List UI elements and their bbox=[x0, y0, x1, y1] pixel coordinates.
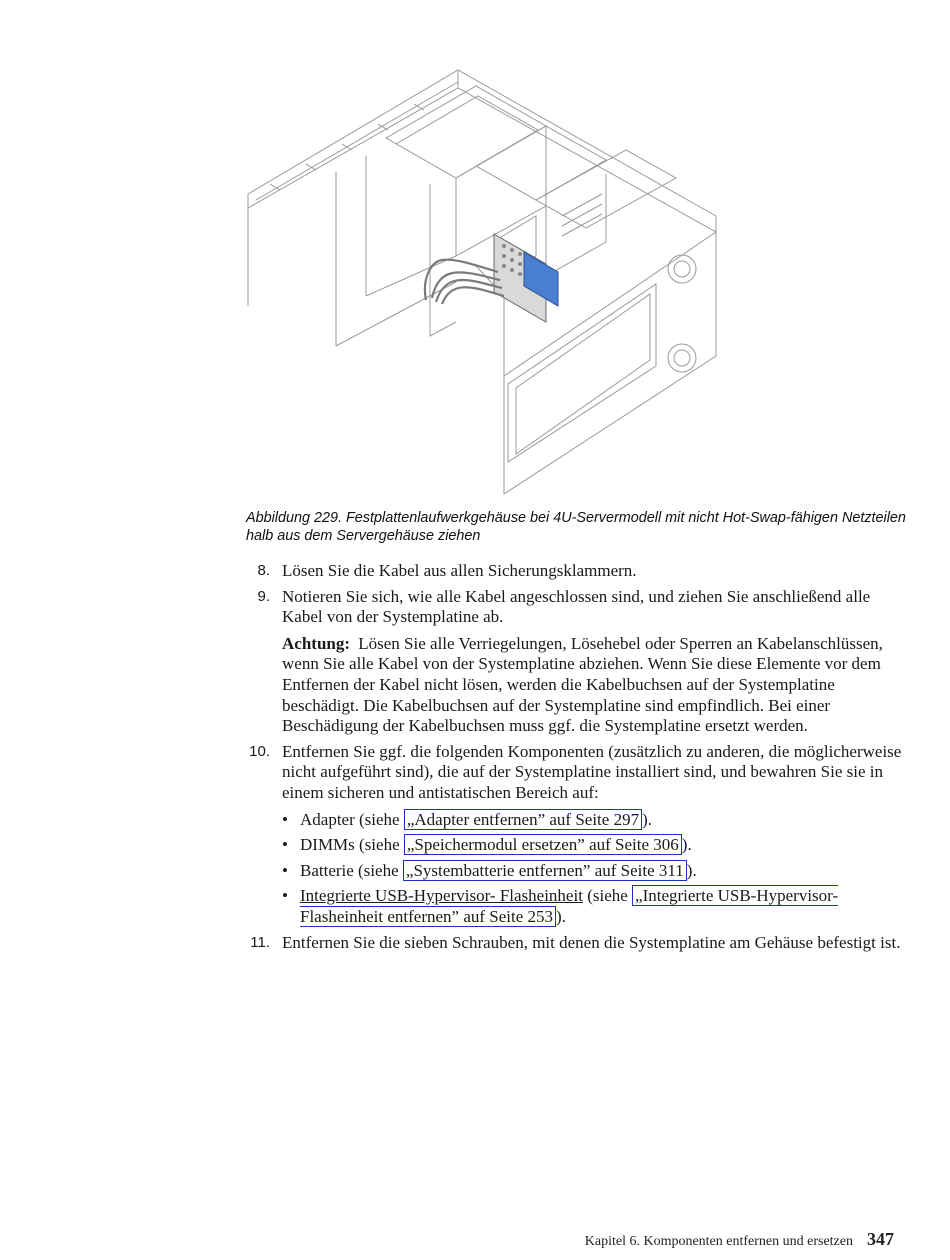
attention-text: Lösen Sie alle Verriegelungen, Lösehebel oder Sperren an Kabelanschlüssen, wenn Sie alle Kabel von der Systemplatine abziehen. Wenn Sie diese Elemente vor dem Entfernen der Kabel nicht lösen, werden die Kabelbuchsen auf der Systemplatine beschädigt. Die Kabelbuchsen auf der Systemplatine sind empfindlich. Bei einer Beschädigung der Kabelbuchsen muss ggf. die Systemplatine ersetzt werden. bbox=[282, 633, 883, 736]
item-text: (siehe bbox=[582, 886, 633, 906]
step-10 bbox=[246, 742, 906, 928]
server-chassis-drive-cage-illustration bbox=[246, 66, 724, 498]
step-text: Notieren Sie sich, wie alle Kabel angeschlossen sind, und ziehen Sie anschließend alle Kabel von der Systemplatine ab. bbox=[282, 586, 871, 627]
step-text: Lösen Sie die Kabel aus allen Sicherungsklammern. bbox=[282, 561, 637, 580]
attention-label: Achtung: bbox=[282, 633, 351, 653]
step-number: 11. bbox=[250, 933, 270, 951]
bullet: • bbox=[282, 860, 288, 880]
step-9 bbox=[246, 587, 906, 737]
step-text: Entfernen Sie die sieben Schrauben, mit denen die Systemplatine am Gehäuse befestigt ist. bbox=[282, 932, 901, 952]
item-suffix: ). bbox=[642, 809, 652, 829]
attention-note bbox=[282, 634, 906, 737]
list-item-dimms bbox=[282, 835, 906, 856]
link-speichermodul-ersetzen[interactable]: „Speichermodul ersetzen” auf Seite 306 bbox=[404, 834, 682, 855]
step-8 bbox=[246, 561, 906, 582]
procedure-steps bbox=[246, 561, 906, 958]
bullet: • bbox=[282, 809, 288, 829]
link-usb-hypervisor-term[interactable]: Integrierte USB-Hypervisor- Flasheinheit bbox=[300, 886, 583, 906]
page-footer bbox=[585, 1229, 894, 1250]
item-suffix: ). bbox=[686, 860, 697, 880]
component-list bbox=[282, 810, 906, 928]
link-usb-hypervisor-entfernen[interactable]: „Integrierte USB-Hypervisor-Flasheinheit entfernen” auf Seite 253 bbox=[300, 886, 839, 926]
link-adapter-entfernen[interactable]: „Adapter entfernen” auf Seite 297 bbox=[404, 809, 642, 830]
item-text: DIMMs (siehe bbox=[300, 835, 404, 855]
page-number: 347 bbox=[867, 1229, 894, 1249]
bullet: • bbox=[282, 835, 288, 855]
step-11 bbox=[246, 933, 906, 954]
list-item-batterie bbox=[282, 861, 906, 882]
list-item-usb-flash bbox=[282, 886, 906, 927]
step-text: Entfernen Sie ggf. die folgenden Komponenten (zusätzlich zu anderen, die möglicherweise nicht aufgeführt sind), die auf der Systemplatine installiert sind, und bewahren Sie sie in einem sicheren und antistatischen Bereich auf: bbox=[282, 741, 902, 802]
list-item-adapter bbox=[282, 810, 906, 831]
figure-illustration bbox=[246, 66, 724, 498]
chapter-title: Kapitel 6. Komponenten entfernen und ersetzen bbox=[584, 1234, 853, 1249]
item-text: Batterie (siehe bbox=[300, 860, 403, 880]
item-suffix: ). bbox=[681, 835, 692, 855]
item-text: Adapter (siehe bbox=[300, 809, 404, 829]
step-number: 9. bbox=[257, 587, 270, 605]
item-suffix: ). bbox=[556, 906, 566, 926]
link-systembatterie-entfernen[interactable]: „Systembatterie entfernen” auf Seite 311 bbox=[403, 860, 687, 881]
step-number: 10. bbox=[249, 742, 270, 760]
bullet: • bbox=[282, 886, 288, 906]
step-number: 8. bbox=[257, 562, 270, 579]
figure-caption: Abbildung 229. Festplattenlaufwerkgehäuse bei 4U-Servermodell mit nicht Hot-Swap-fähigen Netzteilen halb aus dem Servergehäuse ziehen bbox=[246, 510, 906, 544]
